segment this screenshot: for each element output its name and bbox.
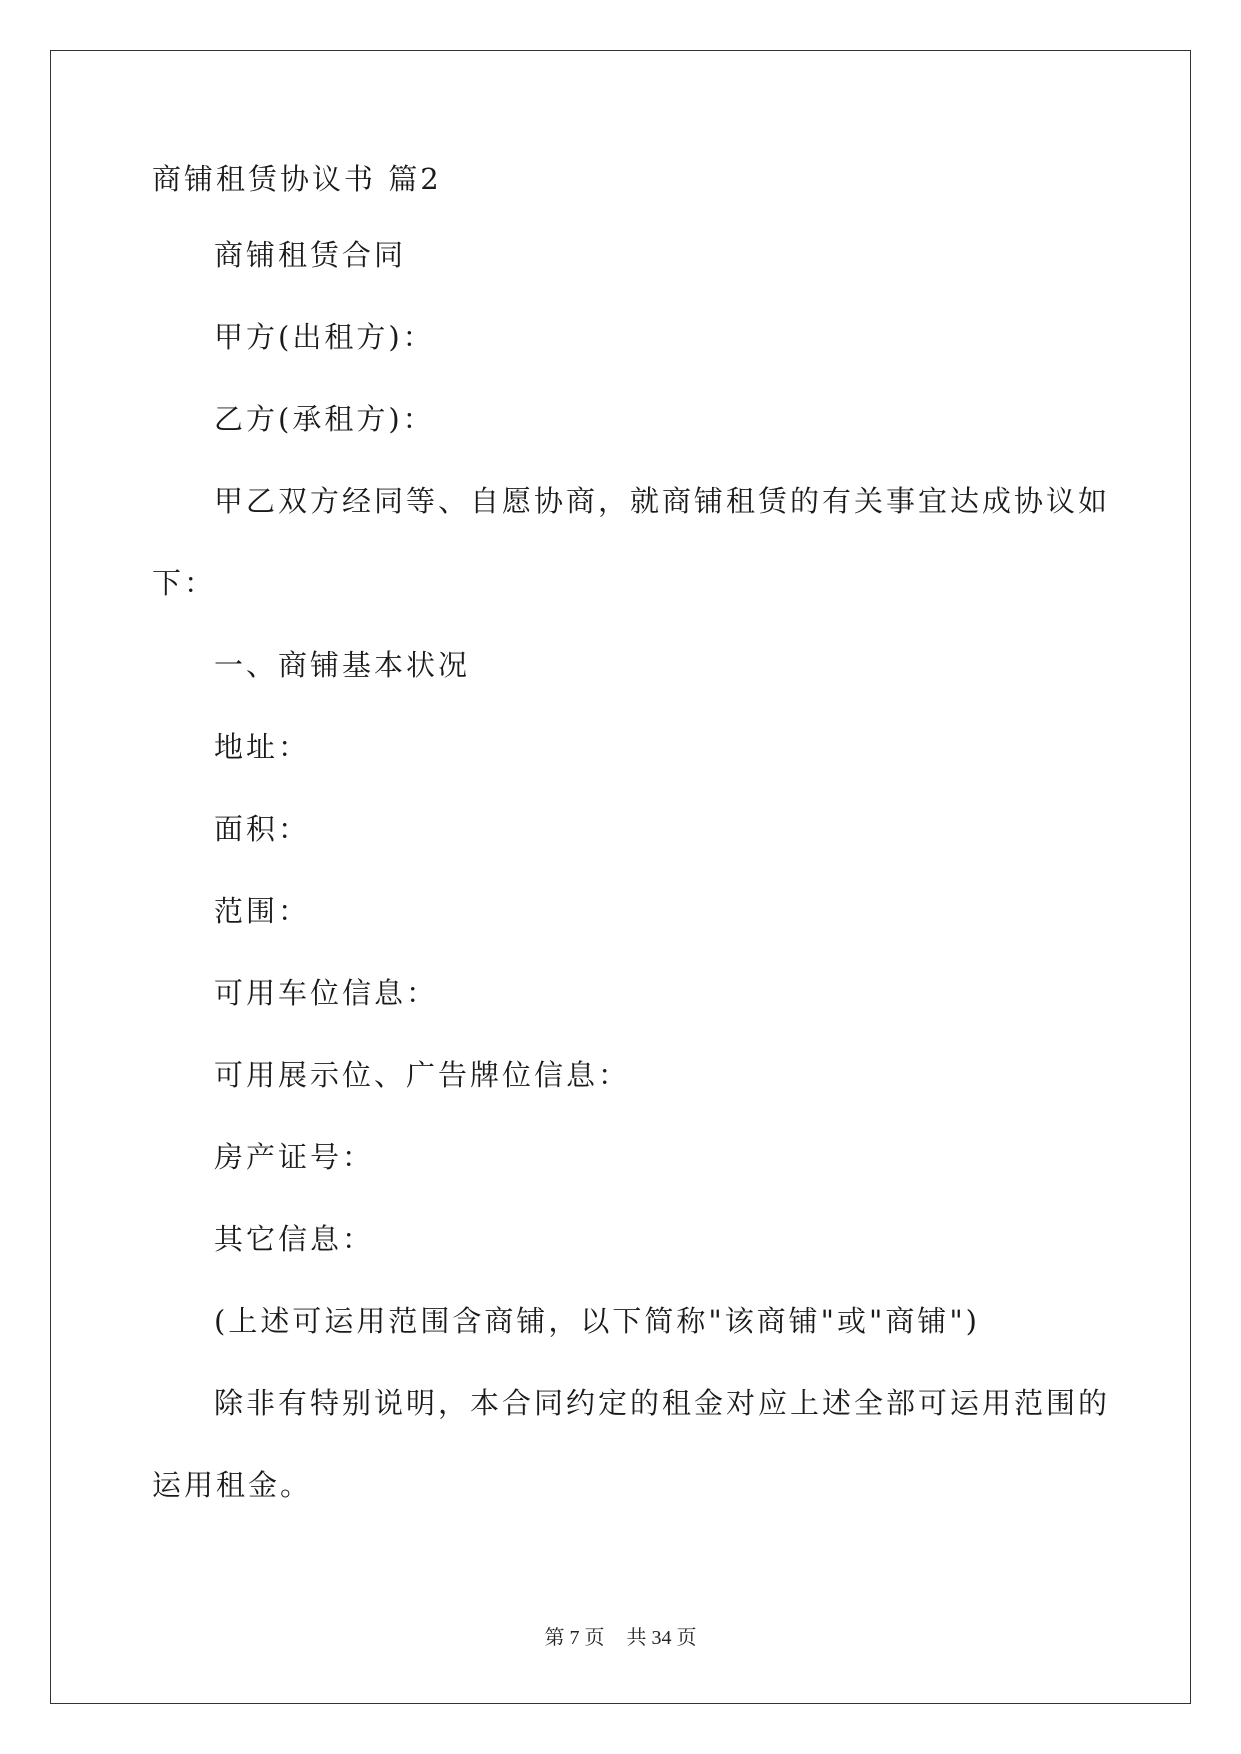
paragraph-agreement-intro-cont: 下：: [152, 566, 217, 600]
paragraph-rent-note: 除非有特别说明，本合同约定的租金对应上述全部可运用范围的: [214, 1386, 1111, 1420]
document-body: [152, 160, 1111, 1526]
paragraph-parking: 可用车位信息：: [214, 976, 439, 1010]
page-number: 第 7 页: [544, 1627, 605, 1649]
paragraph-rent-note-cont: 运用租金。: [152, 1468, 313, 1502]
paragraph-scope: 范围：: [214, 894, 311, 928]
paragraph-address: 地址：: [214, 730, 311, 764]
paragraph-section-one: 一、商铺基本状况: [214, 648, 471, 682]
paragraph-agreement-intro: 甲乙双方经同等、自愿协商，就商铺租赁的有关事宜达成协议如: [214, 484, 1111, 518]
paragraph-display: 可用展示位、广告牌位信息：: [214, 1058, 631, 1092]
paragraph-party-b: 乙方(承租方)：: [214, 402, 435, 436]
paragraph-other-info: 其它信息：: [214, 1222, 375, 1256]
paragraph-property-cert: 房产证号：: [214, 1140, 375, 1174]
paragraph-party-a: 甲方(出租方)：: [214, 320, 435, 354]
paragraph-contract-title: 商铺租赁合同: [214, 238, 407, 272]
section-title: 商铺租赁协议书 篇2: [152, 162, 442, 196]
page-footer: [0, 1621, 1241, 1650]
page-total: 共 34 页: [626, 1627, 697, 1649]
paragraph-area: 面积：: [214, 812, 311, 846]
paragraph-scope-note: (上述可运用范围含商铺，以下简称"该商铺"或"商铺"): [214, 1304, 980, 1338]
